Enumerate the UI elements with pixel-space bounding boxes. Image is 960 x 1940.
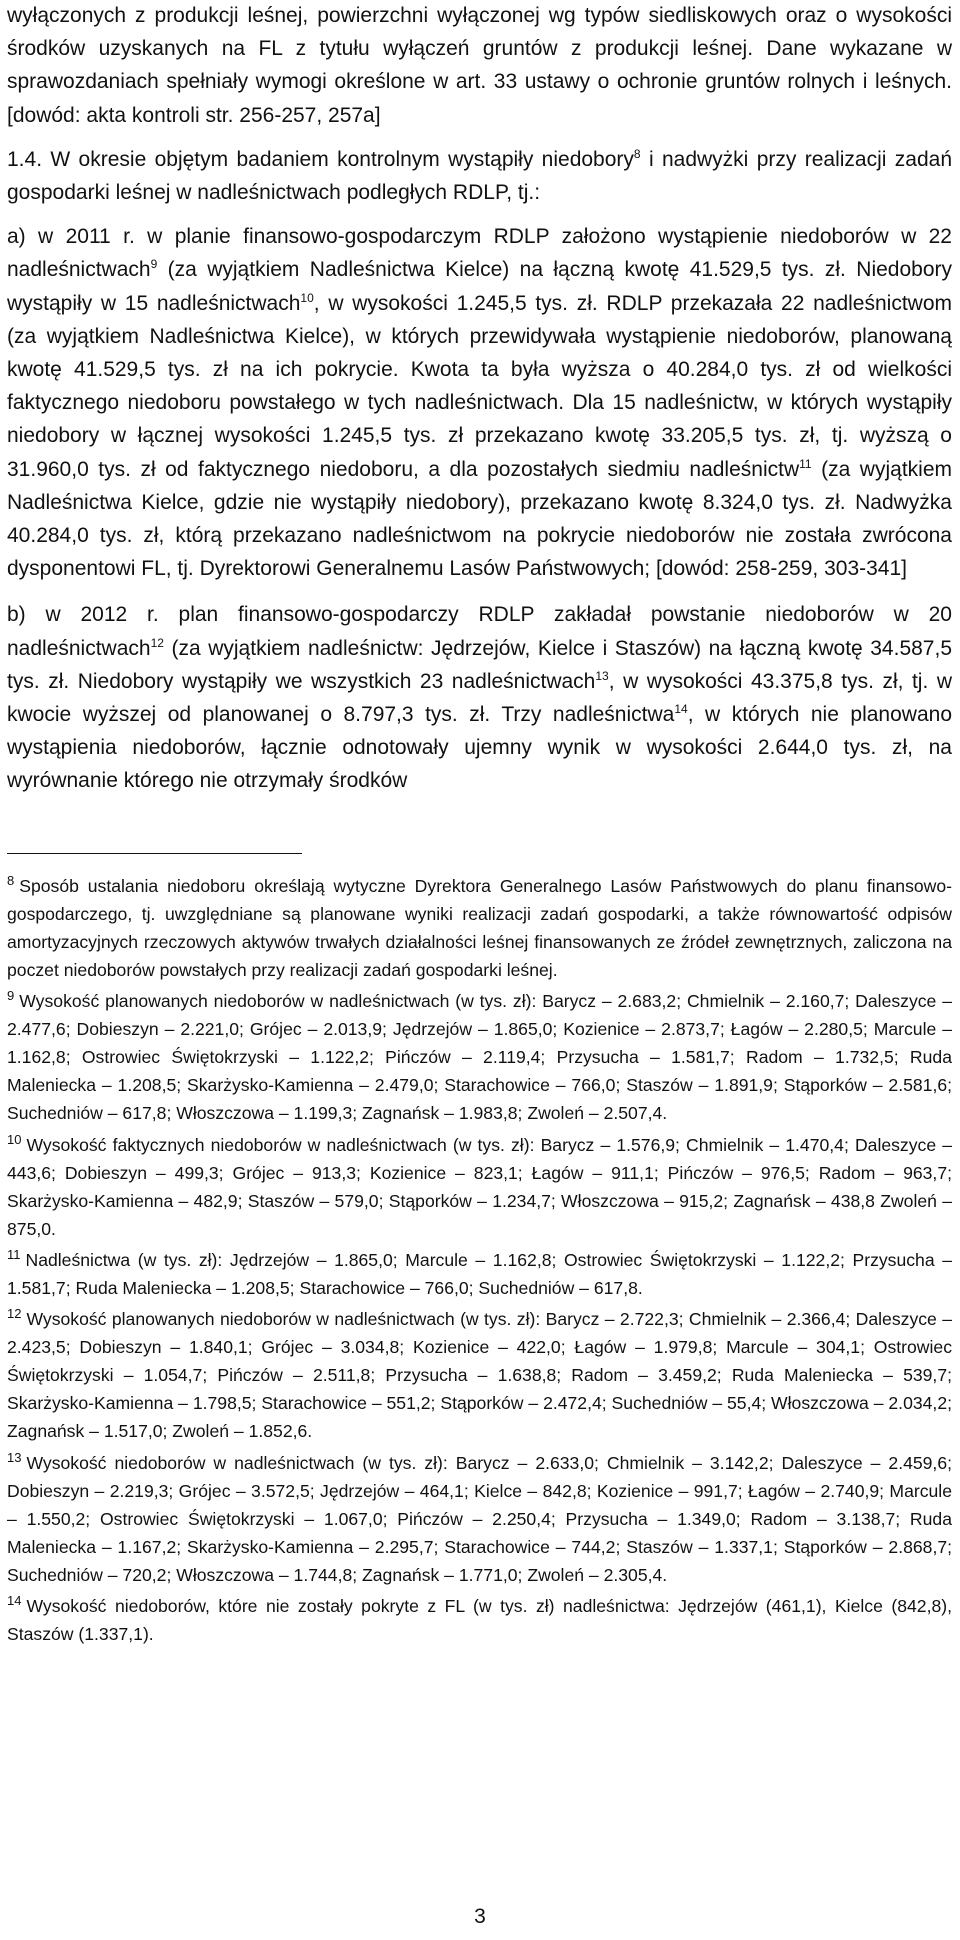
footnote-text: Wysokość planowanych niedoborów w nadleśnictwach (w tys. zł): Barycz – 2.722,3; Chmielnik – 2.366,4; Daleszyce – 2.423,5; Dobieszyn – 1.840,1; Grójec – 3.034,8; Kozienice – 422,0; Łagów – 1.979,8; Marcule – 304,1; Ostrowiec Świętokrzyski – 1.054,7; Pińczów – 2.511,8; Przysucha – 1.638,8; Radom – 3.459,2; Ruda Maleniecka – 539,7; Skarżysko-Kamienna – 1.798,5; Starachowice – 551,2; Stąporków – 2.472,4; Suchedniów – 55,4; Włoszczowa – 2.034,2; Zagnańsk – 1.517,0; Zwoleń – 1.852,6. bbox=[7, 1309, 952, 1442]
footnote-8 bbox=[7, 872, 952, 984]
paragraph-text: , w wysokości 1.245,5 tys. zł. RDLP przekazała 22 nadleśnictwom (za wyjątkiem Nadleśnictwa Kielce), w których przewidywała wystąpienie niedoborów, planowaną kwotę 41.529,5 tys. zł na ich pokrycie. Kwota ta była wyższa o 40.284,0 tys. zł od wielkości faktycznego niedoboru powstałego w tych nadleśnictwach. Dla 15 nadleśnictw, w których wystąpiły niedobory w łącznej wysokości 1.245,5 tys. zł przekazano kwotę 33.205,5 tys. zł, tj. wyższą o 31.960,0 tys. zł od faktycznego niedoboru, a dla pozostałych siedmiu nadleśnictw bbox=[7, 291, 952, 481]
paragraph-text: i nadwyżki przy realizacji zadań gospodarki leśnej w nadleśnictwach podległych RDLP, tj.: bbox=[7, 147, 952, 205]
footnote-11 bbox=[7, 1246, 952, 1302]
footnote-ref-8[interactable]: 8 bbox=[633, 146, 641, 161]
footnote-ref-9[interactable]: 9 bbox=[150, 257, 158, 272]
footnote-13 bbox=[7, 1449, 952, 1589]
footnote-text: Sposób ustalania niedoboru określają wytyczne Dyrektora Generalnego Lasów Państwowych do planu finansowo-gospodarczego, tj. uwzględniane są planowane wyniki realizacji zadań gospodarki, a także równowartość odpisów amortyzacyjnych rzeczowych aktywów trwałych działalności leśnej finansowanych ze źródeł zewnętrznych, zaliczona na poczet niedoborów powstałych przy realizacji zadań gospodarki leśnej. bbox=[7, 875, 952, 980]
footnote-text: Wysokość faktycznych niedoborów w nadleśnictwach (w tys. zł): Barycz – 1.576,9; Chmielnik – 1.470,4; Daleszyce – 443,6; Dobieszyn – 499,3; Grójec – 913,3; Kozienice – 823,1; Łagów – 911,1; Pińczów – 976,5; Radom – 963,7; Skarżysko-Kamienna – 482,9; Staszów – 579,0; Stąporków – 1.234,7; Włoszczowa – 915,2; Zagnańsk – 438,8 Zwoleń – 875,0. bbox=[7, 1134, 952, 1239]
footnote-ref-12[interactable]: 12 bbox=[150, 635, 164, 650]
paragraph-2011 bbox=[7, 220, 952, 585]
footnote-separator bbox=[7, 853, 302, 854]
footnote-number: 10 bbox=[7, 1131, 22, 1147]
paragraph-text: (za wyjątkiem Nadleśnictwa Kielce, gdzie nie wystąpiły niedobory), przekazano kwotę 8.324,0 tys. zł. Nadwyżka 40.284,0 tys. zł, którą przekazano nadleśnictwom na pokrycie niedoborów nie została zwrócona dysponentowi FL, tj. Dyrektorowi Generalnemu Lasów Państwowych; [dowód: 258-259, 303-341] bbox=[7, 457, 952, 581]
footnote-text: Wysokość planowanych niedoborów w nadleśnictwach (w tys. zł): Barycz – 2.683,2; Chmielnik – 2.160,7; Daleszyce – 2.477,6; Dobieszyn – 2.221,0; Grójec – 2.013,9; Jędrzejów – 1.865,0; Kozienice – 2.873,7; Łagów – 2.280,5; Marcule – 1.162,8; Ostrowiec Świętokrzyski – 1.122,2; Pińczów – 2.119,4; Przysucha – 1.581,7; Radom – 1.732,5; Ruda Maleniecka – 1.208,5; Skarżysko-Kamienna – 2.479,0; Starachowice – 766,0; Staszów – 1.891,9; Stąporków – 2.581,6; Suchedniów – 617,8; Włoszczowa – 1.199,3; Zagnańsk – 1.983,8; Zwoleń – 2.507,4. bbox=[7, 991, 952, 1124]
main-text bbox=[7, 0, 952, 798]
footnote-number: 11 bbox=[7, 1247, 21, 1263]
footnote-text: Wysokość niedoborów w nadleśnictwach (w tys. zł): Barycz – 2.633,0; Chmielnik – 3.142,2; Daleszyce – 2.459,6; Dobieszyn – 2.219,3; Grójec – 3.572,5; Jędrzejów – 464,1; Kielce – 842,8; Kozienice – 991,7; Łagów – 2.740,9; Marcule – 1.550,2; Ostrowiec Świętokrzyski – 1.067,0; Pińczów – 2.250,4; Przysucha – 1.349,0; Radom – 3.138,7; Ruda Maleniecka – 1.167,2; Skarżysko-Kamienna – 2.295,7; Starachowice – 744,2; Staszów – 1.337,1; Stąporków – 2.868,7; Suchedniów – 720,2; Włoszczowa – 1.744,8; Zagnańsk – 1.771,0; Zwoleń – 2.305,4. bbox=[7, 1452, 952, 1585]
paragraph-2012 bbox=[7, 598, 952, 797]
footnotes bbox=[7, 872, 952, 1649]
footnote-10 bbox=[7, 1131, 952, 1243]
paragraph-continuation: wyłączonych z produkcji leśnej, powierzchni wyłączonej wg typów siedliskowych oraz o wysokości środków uzyskanych na FL z tytułu wyłączeń gruntów z produkcji leśnej. Dane wykazane w sprawozdaniach spełniały wymogi określone w art. 33 ustawy o ochronie gruntów rolnych i leśnych. [dowód: akta kontroli str. 256-257, 257a] bbox=[7, 4, 952, 127]
footnote-number: 12 bbox=[7, 1306, 22, 1322]
paragraph-text: 1.4. W okresie objętym badaniem kontrolnym wystąpiły niedobory bbox=[7, 147, 634, 171]
paragraph-text: a) w 2011 r. w planie finansowo-gospodarczym RDLP założono wystąpienie niedoborów w 22 nadleśnictwach bbox=[7, 225, 952, 282]
page-number: 3 bbox=[474, 1905, 486, 1928]
footnote-number: 9 bbox=[7, 988, 15, 1004]
footnote-number: 14 bbox=[7, 1593, 22, 1609]
footnote-ref-14[interactable]: 14 bbox=[674, 702, 688, 717]
footnote-14 bbox=[7, 1592, 952, 1648]
paragraph-text: , w których nie planowano wystąpienia niedoborów, łącznie odnotowały ujemny wynik w wysokości 2.644,0 tys. zł, na wyrównanie którego nie otrzymały środków bbox=[7, 703, 952, 793]
footnote-12 bbox=[7, 1305, 952, 1445]
footnote-ref-11[interactable]: 11 bbox=[799, 456, 812, 471]
paragraph-1-4 bbox=[7, 143, 952, 209]
footnote-text: Wysokość niedoborów, które nie zostały pokryte z FL (w tys. zł) nadleśnictwa: Jędrzejów (461,1), Kielce (842,8), Staszów (1.337,1). bbox=[7, 1596, 952, 1645]
paragraph-text: (za wyjątkiem Nadleśnictwa Kielce) na łączną kwotę 41.529,5 tys. zł. Niedobory wystąpiły w 15 nadleśnictwach bbox=[7, 258, 952, 315]
footnote-text: Nadleśnictwa (w tys. zł): Jędrzejów – 1.865,0; Marcule – 1.162,8; Ostrowiec Świętokrzyski – 1.122,2; Przysucha – 1.581,7; Ruda Maleniecka – 1.208,5; Starachowice – 766,0; Suchedniów – 617,8. bbox=[7, 1249, 952, 1298]
paragraph-text: (za wyjątkiem nadleśnictw: Jędrzejów, Kielce i Staszów) na łączną kwotę 34.587,5 tys. zł. Niedobory wystąpiły we wszystkich 23 nadleśnictwach bbox=[7, 636, 952, 693]
footnote-ref-10[interactable]: 10 bbox=[300, 290, 314, 305]
footnote-number: 13 bbox=[7, 1449, 22, 1465]
paragraph-text: b) w 2012 r. plan finansowo-gospodarczy RDLP zakładał powstanie niedoborów w 20 nadleśnictwach bbox=[7, 603, 952, 660]
footnote-number: 8 bbox=[7, 872, 15, 888]
footnote-ref-13[interactable]: 13 bbox=[595, 668, 609, 683]
paragraph-text: , w wysokości 43.375,8 tys. zł, tj. w kwocie wyższej od planowanej o 8.797,3 tys. zł. Trzy nadleśnictwa bbox=[7, 669, 952, 727]
footnote-9 bbox=[7, 987, 952, 1127]
